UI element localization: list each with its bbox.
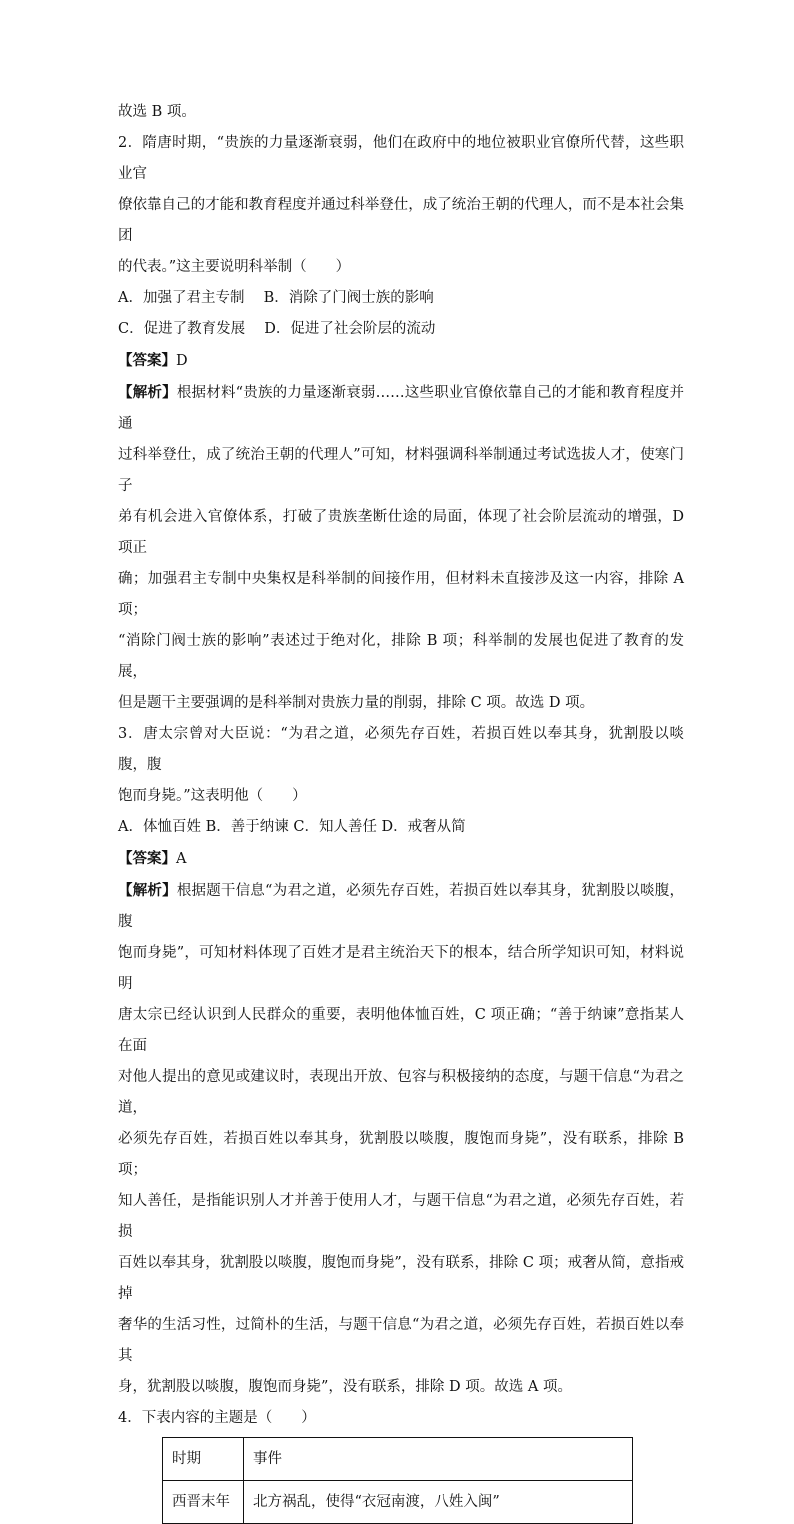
table-row <box>163 1481 633 1524</box>
analysis-text: 根据题干信息“为君之道，必须先存百姓，若损百姓以奉其身，犹割股以啖腹，腹 <box>118 883 685 930</box>
question-stem: 的代表。”这主要说明科举制（ ） <box>118 259 351 275</box>
question-stem: 僚依靠自己的才能和教育程度并通过科举登仕，成了统治王朝的代理人，而不是本社会集团 <box>118 197 684 244</box>
events-table <box>162 1437 633 1524</box>
analysis-text: 知人善任，是指能识别人才并善于使用人才，与题干信息“为君之道，必须先存百姓，若损 <box>118 1193 684 1240</box>
analysis-text: 身，犹割股以啖腹，腹饱而身毙”，没有联系，排除 D 项。故选 A 项。 <box>118 1379 572 1395</box>
question-stem: 4．下表内容的主题是（ ） <box>118 1410 316 1426</box>
analysis-text: 百姓以奉其身，犹割股以啖腹，腹饱而身毙”，没有联系，排除 C 项；戒奢从简，意指戒掉 <box>118 1255 684 1302</box>
answer-label: 【答案】 <box>118 850 176 867</box>
question-4 <box>118 1403 684 1524</box>
answer-value: D <box>176 353 188 369</box>
analysis-line <box>118 875 684 938</box>
question-options: A．加强了君主专制 B．消除了门阀士族的影响 <box>118 290 434 306</box>
answer-label: 【答案】 <box>118 352 176 369</box>
answer-value: A <box>176 851 187 867</box>
analysis-text: 唐太宗已经认识到人民群众的重要，表明他体恤百姓，C 项正确；“善于纳谏”意指某人在面 <box>118 1007 684 1054</box>
table-header-cell: 时期 <box>163 1438 244 1481</box>
analysis-text: 确；加强君主专制中央集权是科举制的间接作用，但材料未直接涉及这一内容，排除 A 项； <box>118 571 684 618</box>
analysis-text: 过科举登仕，成了统治王朝的代理人”可知，材料强调科举制通过考试选拔人才，使寒门子 <box>118 447 684 494</box>
answer-line <box>118 345 684 377</box>
analysis-label: 【解析】 <box>118 384 177 401</box>
analysis-text: “消除门阀士族的影响”表述过于绝对化，排除 B 项；科举制的发展也促进了教育的发展， <box>118 633 684 680</box>
text-line: 故选 B 项。 <box>118 104 196 120</box>
analysis-text: 必须先存百姓，若损百姓以奉其身，犹割股以啖腹，腹饱而身毙”，没有联系，排除 B 项； <box>118 1131 684 1178</box>
question-stem: 3．唐太宗曾对大臣说：“为君之道，必须先存百姓，若损百姓以奉其身，犹割股以啖腹，腹 <box>118 726 684 773</box>
table-cell: 北方祸乱，使得“衣冠南渡，八姓入闽” <box>244 1481 633 1524</box>
table-cell: 西晋末年 <box>163 1481 244 1524</box>
question-2 <box>118 128 684 719</box>
analysis-line <box>118 377 684 440</box>
table-header-cell: 事件 <box>244 1438 633 1481</box>
question-stem: 饱而身毙。”这表明他（ ） <box>118 788 307 804</box>
analysis-text: 对他人提出的意见或建议时，表现出开放、包容与积极接纳的态度，与题干信息“为君之道， <box>118 1069 684 1116</box>
analysis-text: 奢华的生活习性，过简朴的生活，与题干信息“为君之道，必须先存百姓，若损百姓以奉其 <box>118 1317 684 1364</box>
analysis-text: 根据材料“贵族的力量逐渐衰弱……这些职业官僚依靠自己的才能和教育程度并通 <box>118 385 684 432</box>
analysis-text: 弟有机会进入官僚体系，打破了贵族垄断仕途的局面，体现了社会阶层流动的增强，D 项正 <box>118 509 684 556</box>
answer-line <box>118 843 684 875</box>
analysis-text: 饱而身毙”，可知材料体现了百姓才是君主统治天下的根本，结合所学知识可知，材料说明 <box>118 945 684 992</box>
analysis-text: 但是题干主要强调的是科举制对贵族力量的削弱，排除 C 项。故选 D 项。 <box>118 695 595 711</box>
question-options: C．促进了教育发展 D．促进了社会阶层的流动 <box>118 321 436 337</box>
question-stem: 2．隋唐时期，“贵族的力量逐渐衰弱，他们在政府中的地位被职业官僚所代替，这些职业官 <box>118 135 684 182</box>
analysis-label: 【解析】 <box>118 882 177 899</box>
table-header-row <box>163 1438 633 1481</box>
document-content <box>118 97 684 1524</box>
question-options: A．体恤百姓 B．善于纳谏 C．知人善任 D．戒奢从简 <box>118 819 466 835</box>
question-3 <box>118 719 684 1403</box>
